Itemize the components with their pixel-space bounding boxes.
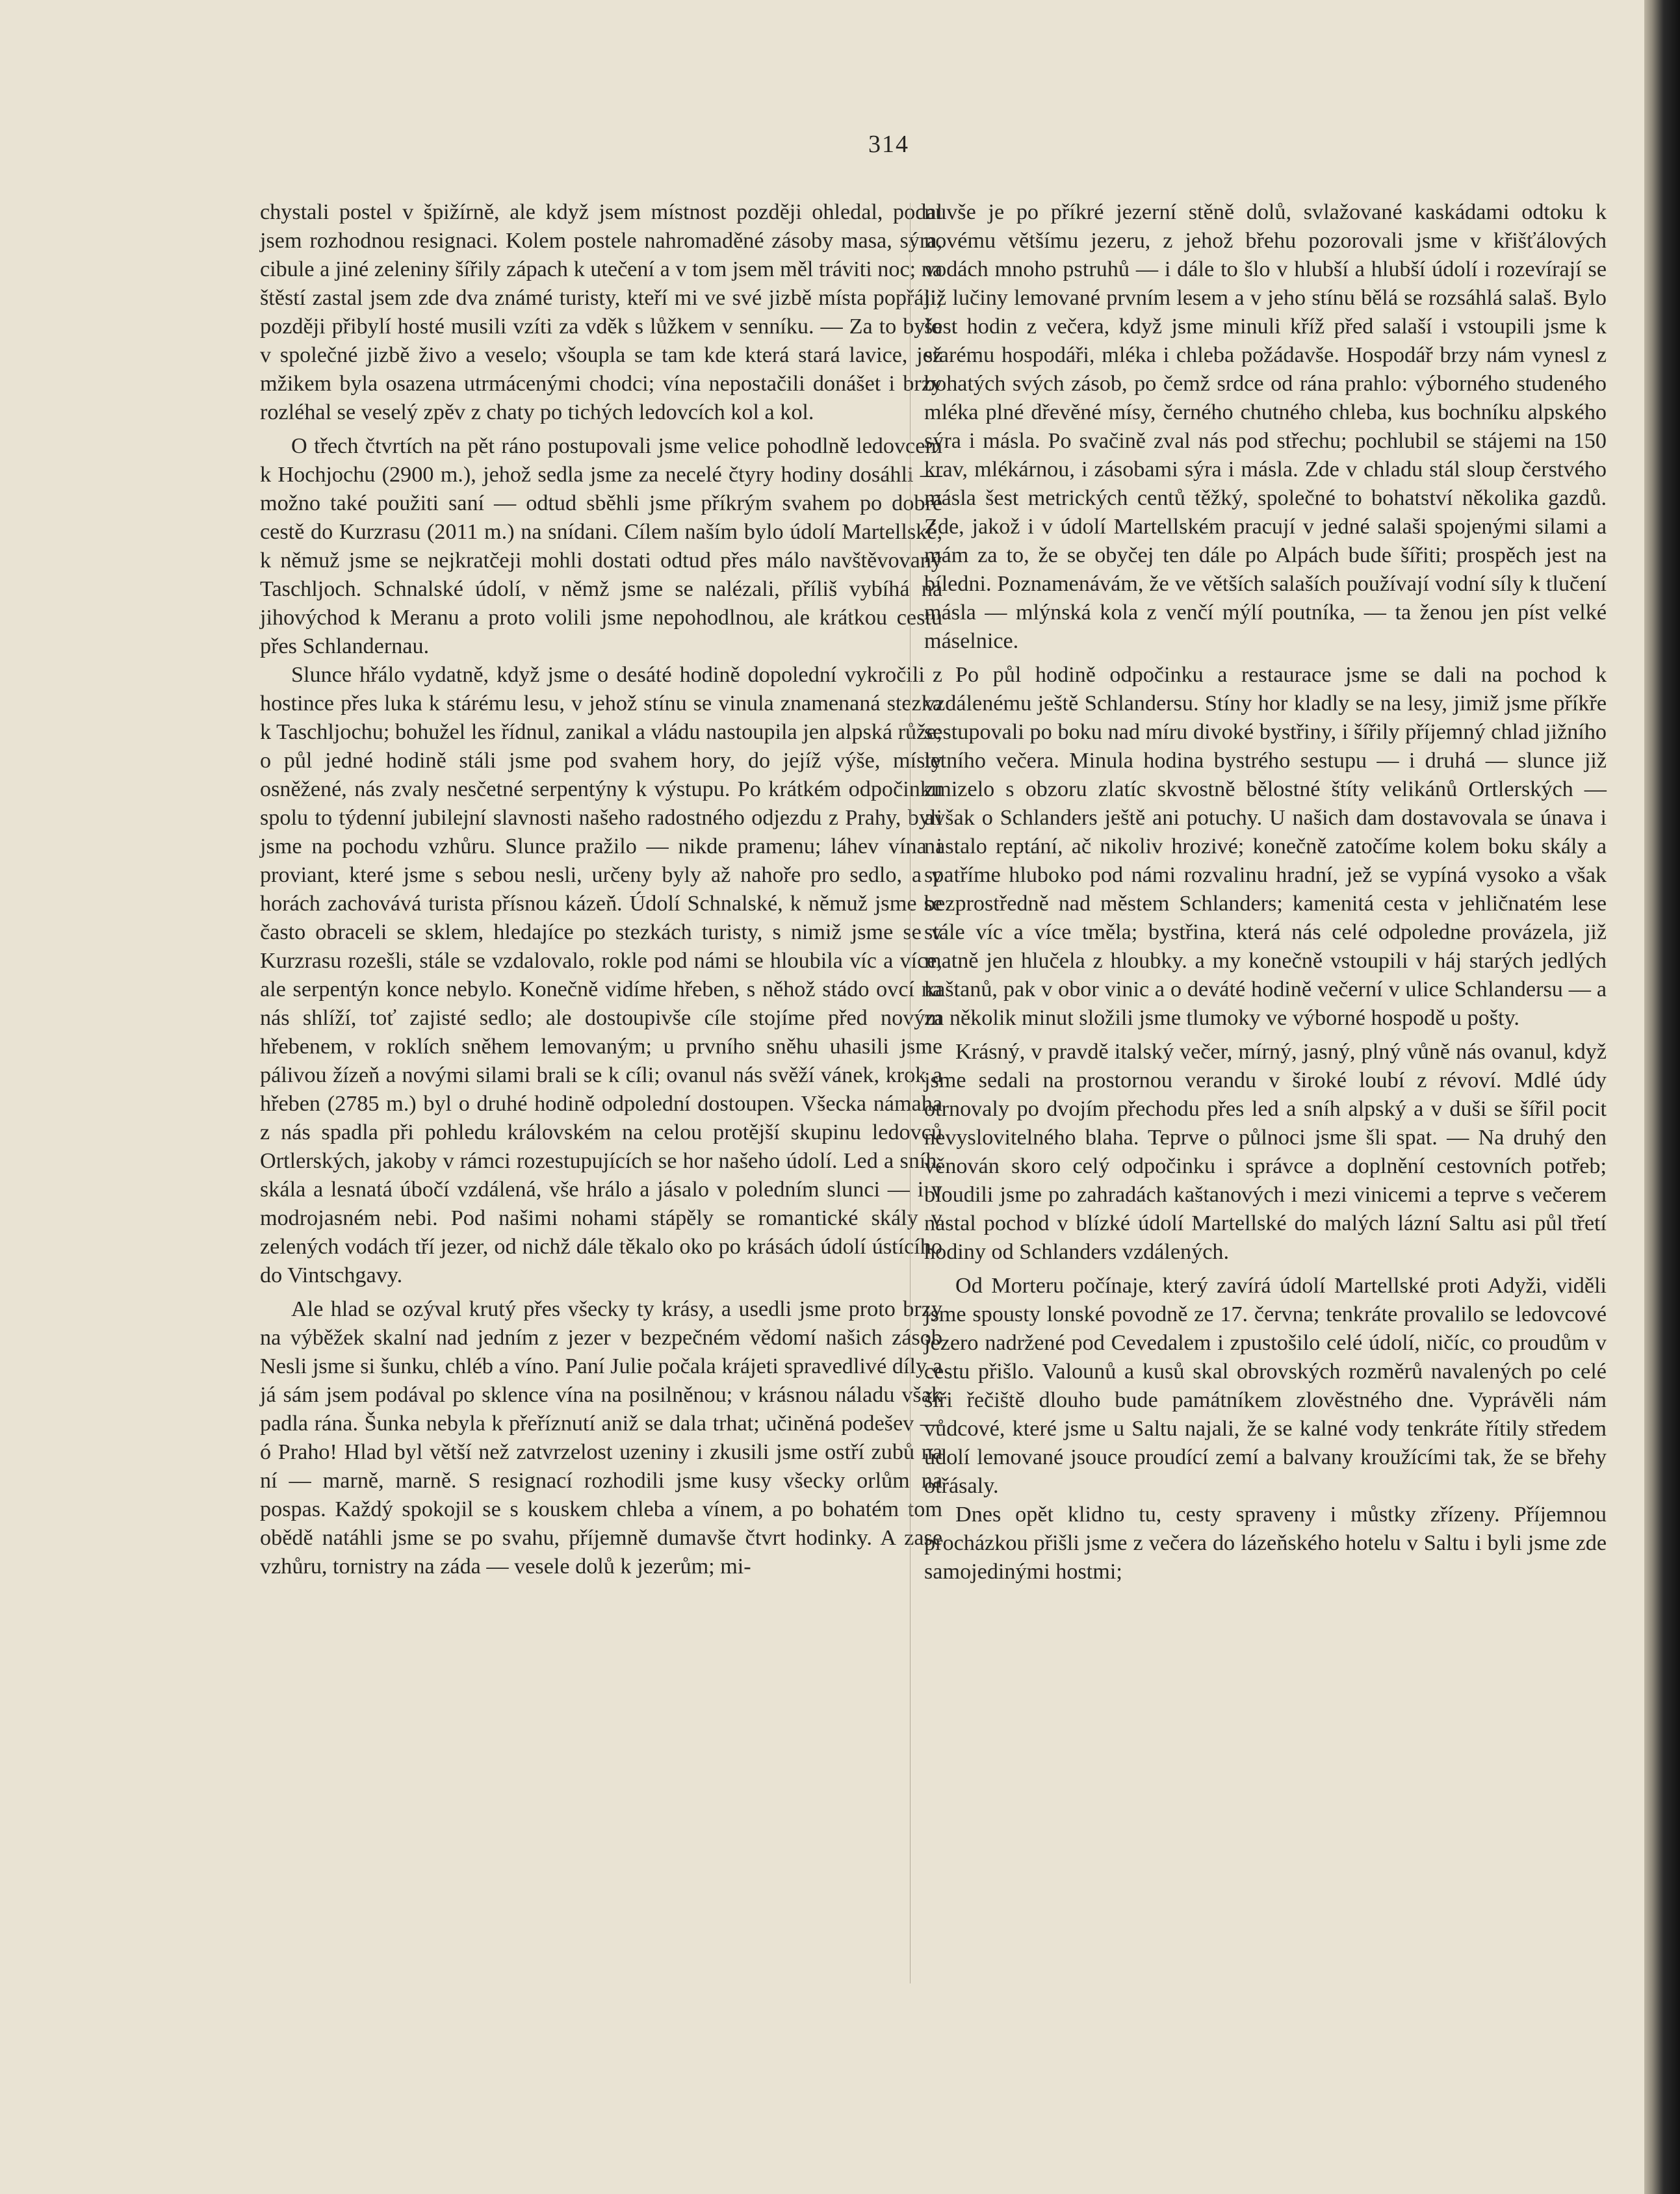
paragraph: Slunce hřálo vydatně, když jsme o desáté hodině dopolední vykročili z hostince přes luka k stárému lesu, v jehož stínu se vinula znamenaná stezka k Taschljochu; bohužel les řídnul, zanikal a vládu nastoupila jen alpská růže; o půl jedné hodině stáli jsme pod svahem hory, do jejíž výše, místy osněžené, nás zvaly nesčetné serpentýny k výstupu. Po krátkém odpočinku spolu to týdenní jubilejní slavnosti našeho radostného odjezdu z Prahy, byli jsme na pochodu vzhůru. Slunce pražilo — nikde pramenu; láhev vína i proviant, které jsme s sebou nesli, určeny byly až nahoře pro sedlo, a v horách zachovává turista přísnou kázeň. Údolí Schnalské, k němuž jsme se často obraceli se sklem, hledajíce po stezkách turisty, s nimiž jsme se v Kurzrasu rozešli, stále se vzdalovalo, rokle pod námi se hloubila víc a více, ale serpentýn konce nebylo. Konečně vidíme hřeben, s něhož stádo ovcí na nás shlíží, toť zajisté sedlo; ale dostoupivše cíle stojíme před novým hřebenem, v roklích sněhem lemovaným; u prvního sněhu uhasili jsme pálivou žízeň a novými silami brali se k cíli; ovanul nás svěží vánek, krok a hřeben (2785 m.) byl o druhé hodině odpolední dostoupen. Všecka námaha z nás spadla při pohledu královském na celou protější skupinu ledovců Ortlerských, jakoby v rámci rozestupujících se hor našeho údolí. Led a sníh, skála a lesnatá úbočí vzdálená, vše hrálo a jásalo v poledním slunci — i v modrojasném nebi. Pod našimi nohami stápěly se romantické skály v zelených vodách tří jezer, od nichž dále těkalo oko po krásách údolí ústícího do Vintschgavy. — [260, 663, 942, 1287]
paragraph: chystali postel v špižírně, ale když jsem místnost později ohledal, podal jsem rozhodnou resignaci. Kolem postele nahromaděné zásoby masa, sýra, cibule a jiné zeleniny šířily zápach k utečení a v tom jsem měl tráviti noc; na štěstí zastal jsem zde dva známé turisty, kteří mi ve své jizbě místa popřáli; později přibylí hosté musili vzíti za vděk s lůžkem v senníku. — Za to bylo v společné jizbě živo a veselo; všoupla se tam kde která stará lavice, jež mžikem byla osazena utrmácenými chodci; vína nepostačili donášet i brzy rozléhal se veselý zpěv z chaty po tichých ledovcích kol a kol. — [260, 200, 942, 424]
right-column — [924, 198, 1607, 1586]
paragraph: Ale hlad se ozýval krutý přes všecky ty krásy, a usedli jsme proto brzy na výběžek skalní nad jedním z jezer v bezpečném vědomí našich zásob Nesli jsme si šunku, chléb a víno. Paní Julie počala krájeti spravedlivé díly a já sám jsem podával po sklence vína na posilněnou; v krásnou náladu však padla rána. Šunka nebyla k přeříznutí aniž se dala trhat; učiněná podešev — ó Praho! Hlad byl větší než zatvrzelost uzeniny i zkusili jsme ostří zubů na ní — marně, marně. S resignací rozhodili jsme kusy všecky orlům na pospas. Každý spokojil se s kouskem chleba a vínem, a po bohatém tom obědě natáhli jsme se po svahu, příjemně dumavše čtvrt hodinky. A zase vzhůru, tornistry na záda — vesele dolů k jezerům; mi- — [260, 1297, 942, 1579]
paragraph: Od Morteru počínaje, který zavírá údolí Martellské proti Adyži, viděli jsme spousty lonské povodně ze 17. června; tenkráte provalilo se ledovcové jezero nadržené pod Cevedalem i zpustošilo celé údolí, ničíc, co proudům v cestu přišlo. Valounů a kusů skal obrovských rozměrů navalených po celé šíři řečiště dlouho bude památníkem zlověstného dne. Vyprávěli nám vůdcové, které jsme u Saltu najali, že se kalné vody tenkráte řítily středem údolí lemované jsouce proudící zemí a balvany kroužícími tak, že se břehy otřásaly. — [924, 1274, 1607, 1498]
left-column — [260, 198, 942, 1581]
book-edge-shadow — [1644, 0, 1680, 2194]
paragraph: Krásný, v pravdě italský večer, mírný, jasný, plný vůně nás ovanul, když jsme sedali na prostornou verandu v široké loubí z révoví. Mdlé údy otrnovaly po dvojím přechodu přes led a sníh alpský a v duši se šířil pocit nevyslovitelného blaha. Teprve o půlnoci jsme šli spat. — Na druhý den věnován skoro celý odpočinku i správce a doplnění cestovních potřeb; bloudili jsme po zahradách kaštanových i mezi vinicemi a teprve s večerem nastal pochod v blízké údolí Martellské do malých lázní Saltu asi půl třetí hodiny od Schlanders vzdálených. — [924, 1040, 1607, 1264]
paragraph: nuvše je po příkré jezerní stěně dolů, svlažované kaskádami odtoku k novému většímu jezeru, z jehož břehu pozorovali jsme v křišťálových vodách mnoho pstruhů — i dále to šlo v hlubší a hlubší údolí i rozevírají se již lučiny lemované prvním lesem a v jeho stínu bělá se rozsáhlá salaš. Bylo šest hodin z večera, když jsme minuli kříž před salaší i vstoupili jsme k starému hospodáři, mléka i chleba požádavše. Hospodář brzy nám vynesl z bohatých svých zásob, po čemž srdce od rána prahlo: výborného studeného mléka plné dřevěné mísy, černého chutného chleba, kus bochníku alpského sýra i másla. Po svačině zval nás pod střechu; pochlubil se stájemi na 150 krav, mlékárnou, i zásobami sýra i másla. Zde v chladu stál sloup čerstvého másla šest metrických centů těžký, společné to bohatství několika gazdů. Zde, jakož i v údolí Martellském pracují v jedné salaši spojenými silami a mám za to, že se obyčej ten dále po Alpách bude šířiti; prospěch jest na bíledni. Poznamenávám, že ve větších salaších používají vodní síly k tlučení másla — mlýnská kola z venčí mýlí poutníka, — ta ženou jen píst velké máselnice. — [924, 200, 1607, 653]
page-number: 314 — [868, 131, 909, 158]
paragraph: Dnes opět klidno tu, cesty spraveny i můstky zřízeny. Příjemnou procházkou přišli jsme z večera do lázeňského hotelu v Saltu i byli jsme zde samojedinými hostmi; — [924, 1503, 1607, 1584]
paragraph: O třech čtvrtích na pět ráno postupovali jsme velice pohodlně ledovcem k Hochjochu (2900 m.), jehož sedla jsme za necelé čtyry hodiny dosáhli — možno také použiti saní — odtud sběhli jsme příkrým svahem po dobré cestě do Kurzrasu (2011 m.) na snídani. Cílem naším bylo údolí Martellské, k němuž jsme se nejkratčeji mohli dostati odtud přes málo navštěvovaný Taschljoch. Schnalské údolí, v němž jsme se nalézali, příliš vybíhá na jihovýchod k Meranu a proto volili jsme nepohodlnou, ale krátkou cestu přes Schlandernau. — [260, 434, 942, 658]
column-divider — [910, 203, 911, 1983]
paragraph: Po půl hodině odpočinku a restaurace jsme se dali na pochod k vzdálenému ještě Schlandersu. Stíny hor kladly se na lesy, jimiž jsme příkře sestupovali po boku nad míru divoké bystřiny, i šířily příjemný chlad jižního letního večera. Minula hodina bystrého sestupu — i druhá — slunce již zmizelo s obzoru zlatíc skvostně bělostné štíty velikánů Ortlerských — avšak o Schlanders ještě ani potuchy. U našich dam dostavovala se únava i nastalo reptání, ač nikoliv hrozivé; konečně zatočíme kolem boku skály a spatříme hluboko pod námi rozvalinu hradní, jež se vypíná vysoko a však bezprostředně nad městem Schlanders; kamenitá cesta v jehličnatém lese stále víc a více tměla; bystřina, která nás celé odpoledne provázela, již matně jen hlučela z hloubky. a my konečně vstoupili v háj starých jedlých kaštanů, pak v obor vinic a o deváté hodině večerní v ulice Schlandersu — a za několik minut složili jsme tlumoky ve výborné hospodě u pošty. — [924, 663, 1607, 1030]
